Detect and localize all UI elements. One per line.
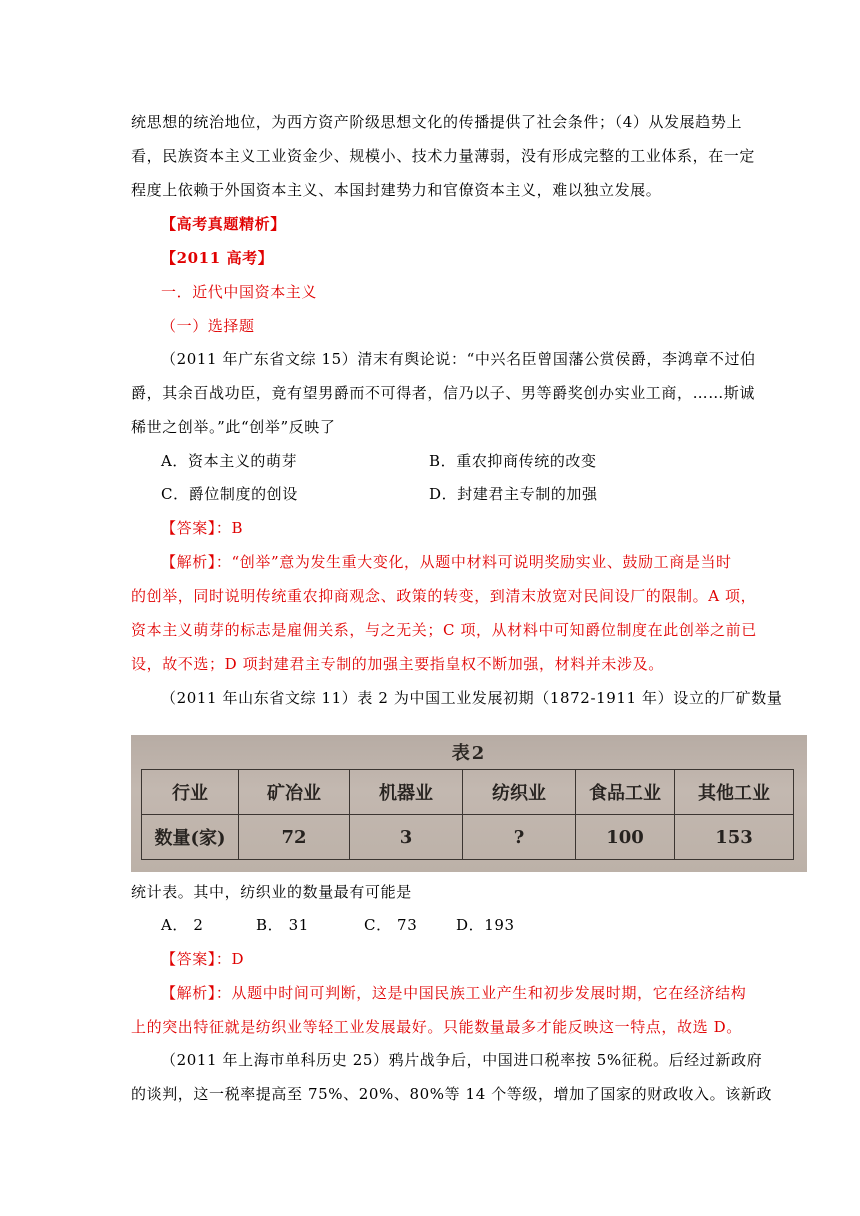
q2-option-c: C． 73 (364, 916, 418, 934)
q1-answer: 【答案】：B (161, 519, 244, 537)
section-heading: 【高考真题精析】 (161, 215, 286, 233)
header-cell: 机器业 (350, 770, 463, 815)
year-heading: 【2011 高考】 (161, 249, 274, 267)
q2-analysis-line-2: 上的突出特征就是纺织业等轻工业发展最好。只能数量最多才能反映这一特点，故选 D。 (131, 1018, 742, 1036)
q1-analysis-line-2: 的创举，同时说明传统重农抑商观念、政策的转变，到清末放宽对民间设厂的限制。A 项， (131, 587, 757, 605)
q1-stem-line-3: 稀世之创举。”此“创举”反映了 (131, 418, 336, 436)
intro-line-3: 程度上依赖于外国资本主义、本国封建势力和官僚资本主义，难以独立发展。 (131, 181, 662, 199)
q2-answer: 【答案】：D (161, 950, 245, 968)
header-cell: 食品工业 (576, 770, 675, 815)
intro-line-2: 看，民族资本主义工业资金少、规模小、技术力量薄弱，没有形成完整的工业体系，在一定 (131, 147, 756, 165)
value-cell: 72 (239, 815, 350, 860)
table-data-row (142, 815, 794, 860)
q2-stem-line-2: 统计表。其中，纺织业的数量最有可能是 (131, 883, 412, 901)
q1-option-d: D．封建君主专制的加强 (429, 485, 598, 503)
q1-analysis-line-3: 资本主义萌芽的标志是雇佣关系，与之无关；C 项，从材料中可知爵位制度在此创举之前已 (131, 621, 757, 639)
q2-stem-line-1: （2011 年山东省文综 11）表 2 为中国工业发展初期（1872-1911 年）设立的厂矿数量 (161, 689, 783, 707)
q1-stem-line-1: （2011 年广东省文综 15）清末有舆论说：“中兴名臣曾国藩公赏侯爵，李鸿章不过伯 (161, 350, 756, 368)
q1-option-a: A．资本主义的萌芽 (161, 452, 298, 470)
header-cell: 纺织业 (463, 770, 576, 815)
q1-analysis-line-4: 设，故不选；D 项封建君主专制的加强主要指皇权不断加强，材料并未涉及。 (131, 655, 664, 673)
q3-stem-line-1: （2011 年上海市单科历史 25）鸦片战争后，中国进口税率按 5%征税。后经过新政府 (161, 1051, 763, 1069)
q2-option-b: B． 31 (256, 916, 309, 934)
value-cell: 100 (576, 815, 675, 860)
factory-count-table-photo (131, 735, 807, 872)
header-cell: 行业 (142, 770, 239, 815)
q1-option-c: C．爵位制度的创设 (161, 485, 298, 503)
q2-analysis-line-1: 【解析】：从题中时间可判断，这是中国民族工业产生和初步发展时期，它在经济结构 (161, 984, 747, 1002)
header-cell: 其他工业 (675, 770, 794, 815)
topic-heading: 一．近代中国资本主义 (161, 283, 318, 301)
row-label-cell: 数量(家) (142, 815, 239, 860)
factory-count-table (141, 769, 794, 860)
intro-line-1: 统思想的统治地位，为西方资产阶级思想文化的传播提供了社会条件；（4）从发展趋势上 (131, 113, 743, 131)
q1-analysis-line-1: 【解析】：“创举”意为发生重大变化，从题中材料可说明奖励实业、鼓励工商是当时 (161, 553, 732, 571)
table-caption: 表2 (451, 743, 487, 764)
q1-option-b: B．重农抑商传统的改变 (429, 452, 597, 470)
value-cell: ? (463, 815, 576, 860)
header-cell: 矿冶业 (239, 770, 350, 815)
table-header-row (142, 770, 794, 815)
q2-option-a: A． 2 (161, 916, 204, 934)
value-cell: 3 (350, 815, 463, 860)
subtopic-heading: （一）选择题 (161, 317, 255, 335)
q2-option-d: D．193 (456, 916, 515, 934)
value-cell: 153 (675, 815, 794, 860)
q1-stem-line-2: 爵，其余百战功臣，竟有望男爵而不可得者，信乃以子、男等爵奖创办实业工商，……斯诚 (131, 384, 756, 402)
q3-stem-line-2: 的谈判，这一税率提高至 75%、20%、80%等 14 个等级，增加了国家的财政收入。该新政 (131, 1085, 773, 1103)
